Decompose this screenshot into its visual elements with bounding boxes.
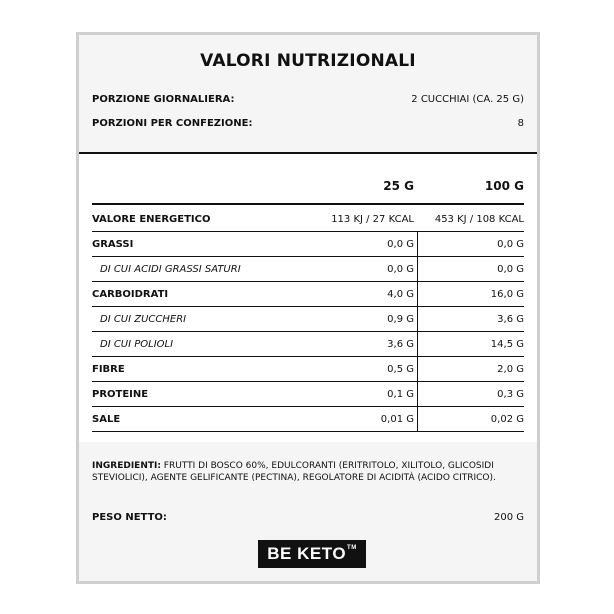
ingredients-label: INGREDIENTI:: [92, 461, 161, 471]
row-value-100g: 0,02 G: [490, 414, 524, 425]
column-divider: [417, 282, 418, 306]
table-row-protein: [92, 382, 524, 407]
column-divider: [417, 382, 418, 406]
servings-per-pack-label: PORZIONI PER CONFEZIONE:: [92, 118, 253, 129]
table-top-divider: [92, 203, 524, 205]
column-divider: [417, 407, 418, 431]
row-value-100g: 16,0 G: [490, 289, 524, 300]
trademark-mark: TM: [347, 545, 357, 551]
column-header-25g: 25 G: [383, 179, 414, 193]
daily-serving-label: PORZIONE GIORNALIERA:: [92, 94, 235, 105]
row-value-100g: 2,0 G: [497, 364, 524, 375]
label-footer: [79, 442, 537, 581]
brand-logo: [258, 540, 366, 568]
row-value-25g: 0,1 G: [387, 389, 414, 400]
row-value-100g: 3,6 G: [497, 314, 524, 325]
row-name: SALE: [92, 414, 121, 425]
row-name: DI CUI POLIOLI: [100, 339, 174, 350]
row-value-100g: 0,0 G: [497, 239, 524, 250]
row-name: DI CUI ZUCCHERI: [100, 314, 187, 325]
row-value-100g: 0,3 G: [497, 389, 524, 400]
column-divider: [417, 307, 418, 331]
row-value-100g: 0,0 G: [497, 264, 524, 275]
label-header: [79, 35, 537, 152]
row-value-100g: 453 KJ / 108 KCAL: [434, 214, 524, 225]
brand-name: BE KETO: [267, 544, 347, 563]
row-value-25g: 0,5 G: [387, 364, 414, 375]
table-row-fibre: [92, 357, 524, 382]
net-weight-label: PESO NETTO:: [92, 512, 167, 523]
column-header-100g: 100 G: [484, 179, 524, 193]
table-row-sugars: [92, 307, 524, 332]
nutrition-table: [92, 207, 524, 432]
net-weight-row: [92, 512, 524, 523]
table-row-salt: [92, 407, 524, 432]
row-name: GRASSI: [92, 239, 134, 250]
table-row-saturated-fats: [92, 257, 524, 282]
table-row-polyols: [92, 332, 524, 357]
net-weight-value: 200 G: [493, 512, 524, 523]
column-divider: [417, 232, 418, 256]
row-value-25g: 0,0 G: [387, 239, 414, 250]
row-name: FIBRE: [92, 364, 125, 375]
row-name: VALORE ENERGETICO: [92, 214, 211, 225]
column-divider: [417, 332, 418, 356]
row-name: CARBOIDRATI: [92, 289, 169, 300]
label-title: VALORI NUTRIZIONALI: [200, 51, 416, 71]
daily-serving-value: 2 CUCCHIAI (CA. 25 G): [411, 94, 524, 105]
header-divider: [79, 152, 537, 154]
servings-per-pack-row: [92, 118, 524, 129]
daily-serving-row: [92, 94, 524, 105]
servings-per-pack-value: 8: [517, 118, 524, 129]
row-value-25g: 3,6 G: [387, 339, 414, 350]
table-row-energy: [92, 207, 524, 232]
row-value-25g: 0,01 G: [380, 414, 414, 425]
ingredients-list: FRUTTI DI BOSCO 60%, EDULCORANTI (ERITRITOLO, XILITOLO, GLICOSIDI STEVIOLICI), AGENTE GELIFICANTE (PECTINA), REGOLATORE DI ACIDITÀ (ACIDO CITRICO).: [92, 461, 496, 483]
row-value-25g: 113 KJ / 27 KCAL: [331, 214, 414, 225]
column-divider: [417, 357, 418, 381]
table-row-fats: [92, 232, 524, 257]
row-name: PROTEINE: [92, 389, 149, 400]
row-value-25g: 4,0 G: [387, 289, 414, 300]
row-name: DI CUI ACIDI GRASSI SATURI: [100, 264, 241, 275]
ingredients-text: [92, 460, 524, 484]
row-value-100g: 14,5 G: [490, 339, 524, 350]
nutrition-label-card: [76, 32, 540, 584]
table-row-carbohydrates: [92, 282, 524, 307]
column-divider: [417, 257, 418, 281]
row-value-25g: 0,9 G: [387, 314, 414, 325]
row-value-25g: 0,0 G: [387, 264, 414, 275]
